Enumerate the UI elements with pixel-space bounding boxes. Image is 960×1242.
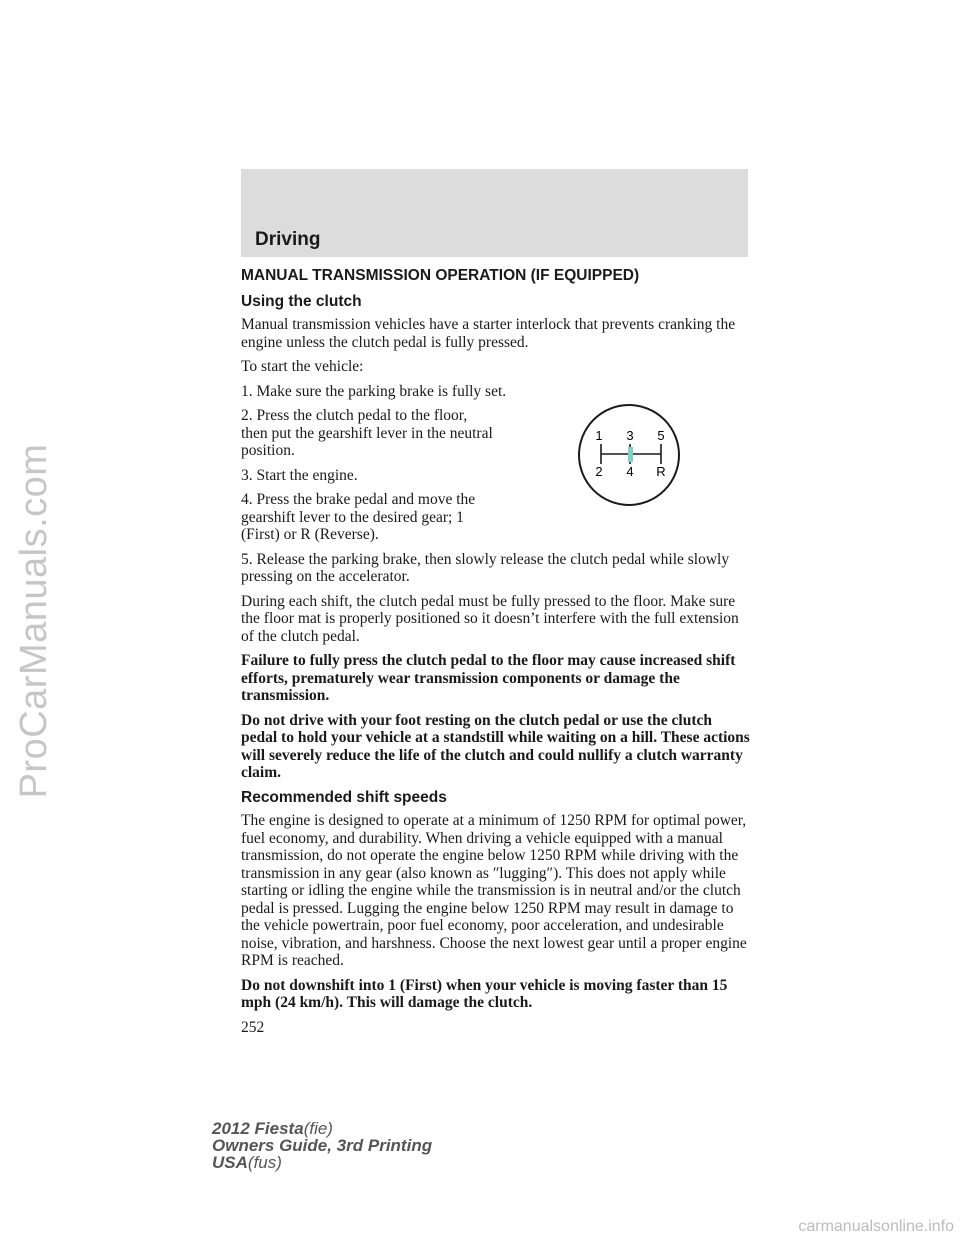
footer-guide: Owners Guide, 3rd Printing [212, 1136, 433, 1155]
site-watermark: carmanualsonline.info [798, 1218, 954, 1235]
watermark-text: ProCarManuals.com [13, 443, 55, 799]
subheading-using-clutch: Using the clutch [241, 292, 362, 310]
step-3: 3. Start the engine. [241, 466, 358, 484]
gear-label-1: 1 [595, 428, 603, 443]
paragraph-rpm: The engine is designed to operate at a minimum of 1250 RPM for optimal power, fuel economy, and durability. When driving a vehicle equipped with a manual transmission, do not operate the engine below 1250 RPM while driving with the transmission in any gear (also known as ″lugging″). This does not apply while starting or idling the engine while the transmission is in neutral and/or the clutch pedal is pressed. Lugging the engine below 1250 RPM may result in damage to the vehicle powertrain, poor fuel economy, poor acceleration, and undesirable noise, vibration, and harshness. Choose the next lowest gear until a proper engine RPM is reached. [241, 812, 747, 969]
footer-line-guide [212, 1137, 432, 1154]
step-1: 1. Make sure the parking brake is fully set. [241, 382, 507, 400]
page-content [241, 267, 751, 1043]
gearshift-pattern-diagram [577, 403, 681, 507]
step-5: 5. Release the parking brake, then slowly release the clutch pedal while slowly pressing on the accelerator. [241, 550, 730, 585]
step-4: 4. Press the brake pedal and move the gearshift lever to the desired gear; 1 (First) or R (Reverse). [241, 491, 476, 543]
footer-model-code: (fie) [303, 1119, 333, 1138]
footer-print-info [212, 1120, 432, 1171]
gear-label-r: R [656, 464, 666, 479]
warning-clutch-press: Failure to fully press the clutch pedal to the floor may cause increased shift efforts, prematurely wear transmission components or damage the transmission. [241, 652, 736, 704]
subheading-shift-speeds: Recommended shift speeds [241, 788, 447, 806]
section-header-band [241, 169, 748, 257]
gear-label-3: 3 [626, 428, 634, 443]
footer-model: 2012 Fiesta [212, 1119, 304, 1138]
paragraph-interlock: Manual transmission vehicles have a starter interlock that prevents cranking the engine unless the clutch pedal is fully pressed. [241, 316, 736, 351]
footer-market: USA [212, 1153, 248, 1172]
warning-foot-resting: Do not drive with your foot resting on the clutch pedal or use the clutch pedal to hold your vehicle at a standstill while waiting on a hill. These actions will severely reduce the life of the clutch and could nullify a clutch warranty claim. [241, 711, 750, 781]
warning-downshift: Do not downshift into 1 (First) when your vehicle is moving faster than 15 mph (24 km/h). This will damage the clutch. [241, 976, 728, 1011]
page-heading: MANUAL TRANSMISSION OPERATION (IF EQUIPPED) [241, 267, 640, 284]
footer-market-code: (fus) [247, 1153, 282, 1172]
step-2: 2. Press the clutch pedal to the floor, then put the gearshift lever in the neutral position. [241, 407, 493, 459]
gear-label-2: 2 [595, 464, 603, 479]
section-title: Driving [255, 229, 321, 250]
paragraph-to-start: To start the vehicle: [241, 358, 364, 375]
footer-line-market [212, 1154, 432, 1171]
neutral-position-marker [628, 447, 633, 462]
paragraph-each-shift: During each shift, the clutch pedal must be fully pressed to the floor. Make sure the floor mat is properly positioned so it doesn’t interfere with the full extension of the clutch pedal. [241, 592, 739, 645]
gear-label-5: 5 [657, 428, 665, 443]
footer-line-model [212, 1120, 432, 1137]
page-number: 252 [241, 1018, 265, 1036]
gear-label-4: 4 [626, 464, 634, 479]
